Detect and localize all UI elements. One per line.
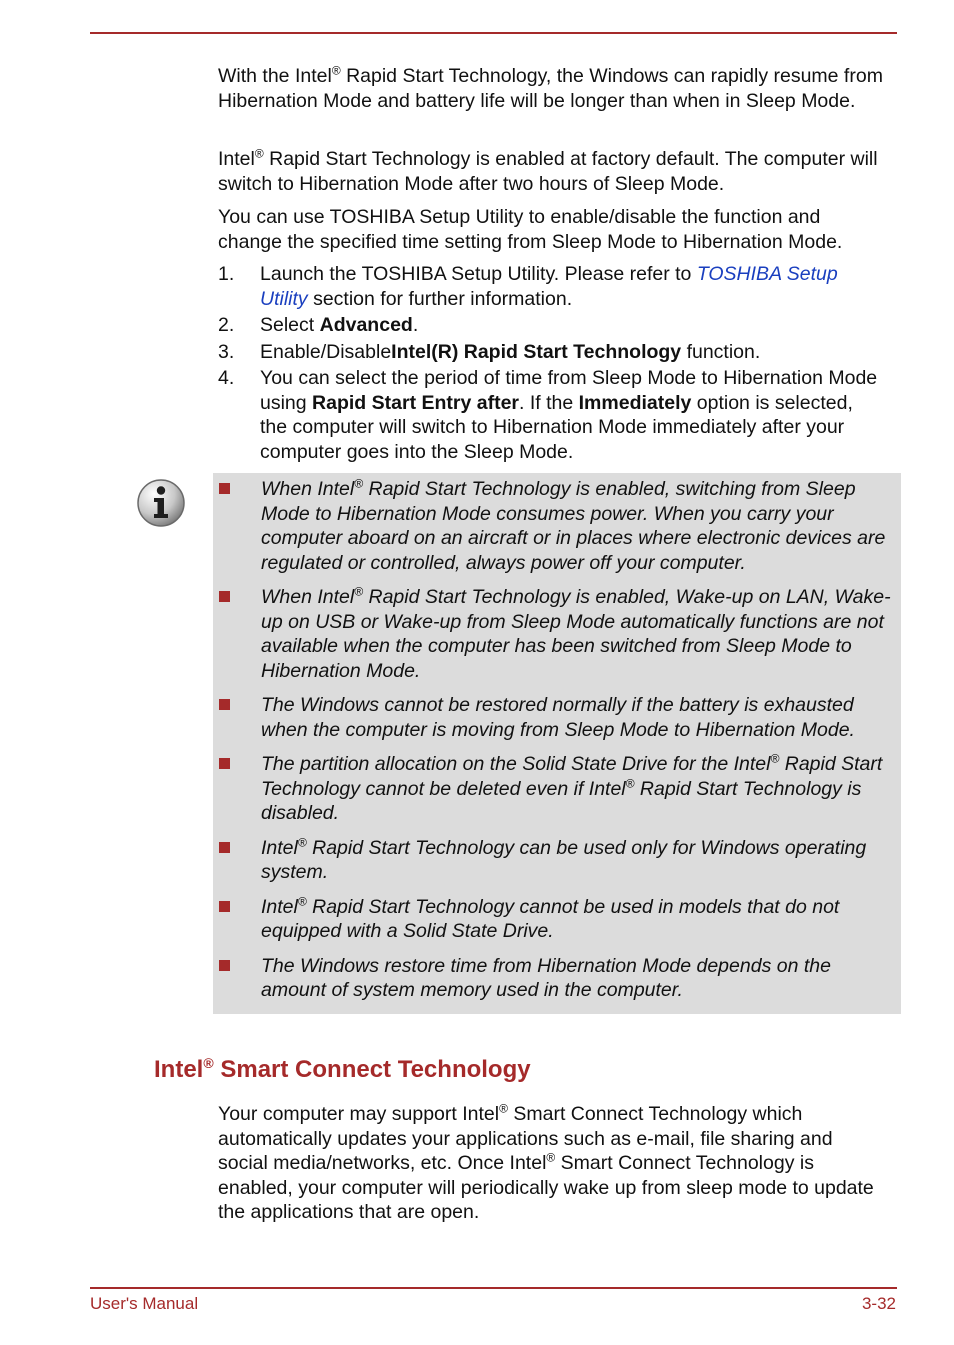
list-item: 2. Select Advanced. <box>218 314 419 336</box>
footer-title: User's Manual <box>90 1294 199 1313</box>
bullet-icon <box>219 842 230 853</box>
list-item: The Windows restore time from Hibernation Mode depends on the amount of system memory used in the computer. <box>213 954 901 1003</box>
factory-default-paragraph: Intel® Rapid Start Technology is enabled at factory default. The computer will switch to Hibernation Mode after two hours of Sleep Mode. <box>218 146 878 195</box>
footer-rule <box>90 1287 897 1289</box>
setup-utility-paragraph: You can use TOSHIBA Setup Utility to enable/disable the function and change the specified time setting from Sleep Mode to Hibernation Mode. <box>218 206 843 253</box>
header-rule <box>90 32 897 34</box>
steps-list <box>218 262 883 464</box>
section-heading: Intel® Smart Connect Technology <box>154 1055 531 1083</box>
list-item: When Intel® Rapid Start Technology is enabled, switching from Sleep Mode to Hibernation Mode consumes power. When you carry your computer aboard on an aircraft or in places where electronic devices are regulated or controlled, always power off your computer. <box>213 477 901 575</box>
bullet-icon <box>219 758 230 769</box>
bullet-icon <box>219 901 230 912</box>
list-item: The partition allocation on the Solid State Drive for the Intel® Rapid Start Technology cannot be deleted even if Intel® Rapid Start Technology is disabled. <box>213 752 901 826</box>
bullet-icon <box>219 591 230 602</box>
list-item: Intel® Rapid Start Technology can be used only for Windows operating system. <box>213 836 901 885</box>
intro-paragraph: With the Intel® Rapid Start Technology, the Windows can rapidly resume from Hibernation Mode and battery life will be longer than when in Sleep Mode. <box>218 63 883 112</box>
list-item: 4. You can select the period of time from Sleep Mode to Hibernation Mode using Rapid Start Entry after. If the Immediately option is selected, the computer will switch to Hibernation Mode immediately after your computer goes into the Sleep Mode. <box>218 367 878 463</box>
list-item: Intel® Rapid Start Technology cannot be used in models that do not equipped with a Solid State Drive. <box>213 895 901 944</box>
list-item: 3. Enable/DisableIntel(R) Rapid Start Technology function. <box>218 340 761 363</box>
bullet-icon <box>219 483 230 494</box>
info-icon <box>136 478 186 528</box>
bullet-icon <box>219 699 230 710</box>
list-item: When Intel® Rapid Start Technology is enabled, Wake-up on LAN, Wake-up on USB or Wake-up from Sleep Mode automatically functions are not available when the computer has been switched from Sleep Mode to Hibernation Mode. <box>213 585 901 683</box>
note-list <box>213 477 901 1003</box>
list-item: 1. Launch the TOSHIBA Setup Utility. Please refer to TOSHIBA Setup Utility section for further information. <box>218 263 838 310</box>
list-item: The Windows cannot be restored normally if the battery is exhausted when the computer is moving from Sleep Mode to Hibernation Mode. <box>213 693 901 742</box>
page-number: 3-32 <box>861 1294 896 1313</box>
bullet-icon <box>219 960 230 971</box>
smart-connect-paragraph: Your computer may support Intel® Smart Connect Technology which automatically updates your applications such as e-mail, file sharing and social media/networks, etc. Once Intel® Smart Connect Technology is enabled, your computer will periodically wake up from sleep mode to update the applications that are open. <box>218 1101 874 1223</box>
toshiba-setup-utility-link[interactable]: TOSHIBA Setup Utility <box>260 263 838 310</box>
